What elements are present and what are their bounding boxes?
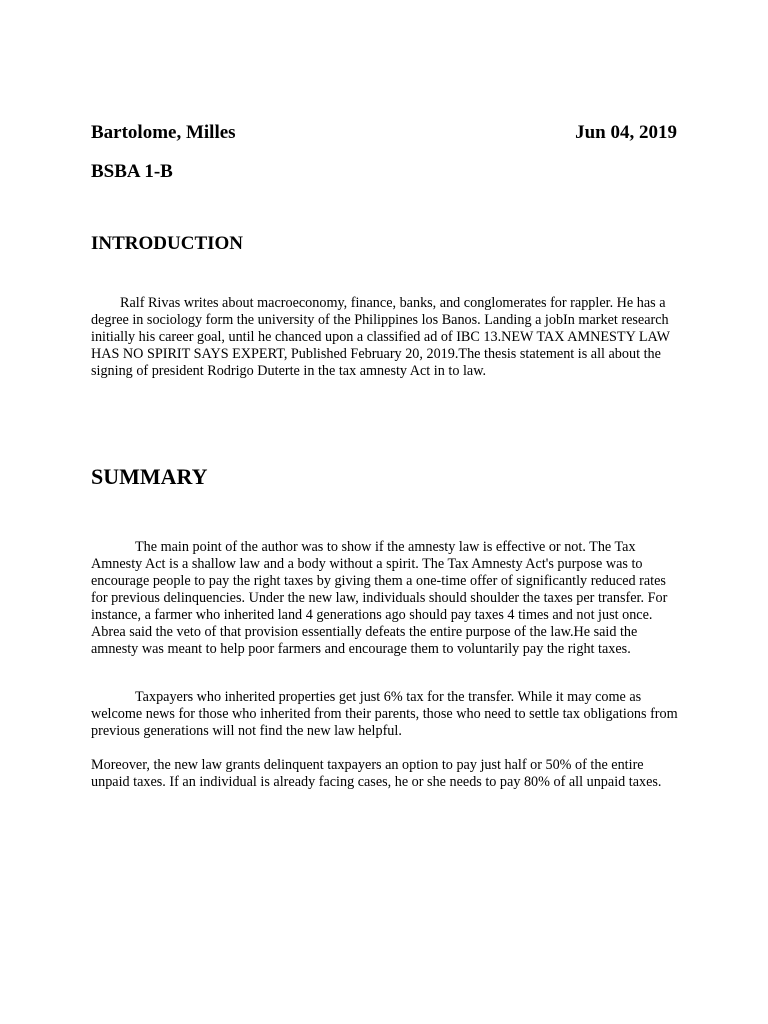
summary-paragraph-3: Moreover, the new law grants delinquent taxpayers an option to pay just half or 50% of the entire unpaid taxes. If an individual is already facing cases, he or she needs to pay 80% of all unpaid taxes.: [91, 757, 662, 790]
author-name: Bartolome, Milles: [91, 122, 236, 143]
course-section: BSBA 1-B: [91, 161, 173, 182]
document-date: Jun 04, 2019: [575, 122, 677, 143]
header-row: [91, 121, 677, 145]
introduction-heading: INTRODUCTION: [91, 233, 244, 254]
introduction-paragraph: Ralf Rivas writes about macroeconomy, finance, banks, and conglomerates for rappler. He has a degree in sociology form the university of the Philippines los Banos. Landing a jobIn market research initially his career goal, until he chanced upon a classified ad of IBC 13.NEW TAX AMNESTY LAW HAS NO SPIRIT SAYS EXPERT, Published February 20, 2019.The thesis statement is all about the signing of president Rodrigo Duterte in the tax amnesty Act in to law.: [91, 295, 670, 379]
summary-paragraph-1: The main point of the author was to show if the amnesty law is effective or not. The Tax Amnesty Act is a shallow law and a body without a spirit. The Tax Amnesty Act's purpose was to encourage people to pay the right taxes by giving them a one-time offer of significantly reduced rates for previous delinquencies. Under the new law, individuals should shoulder the taxes per transfer. For instance, a farmer who inherited land 4 generations ago should pay taxes 4 times and not just once. Abrea said the veto of that provision essentially defeats the entire purpose of the law.He said the amnesty was meant to help poor farmers and encourage them to voluntarily pay the right taxes.: [91, 539, 668, 657]
summary-heading: SUMMARY: [91, 464, 208, 489]
summary-paragraph-2: Taxpayers who inherited properties get just 6% tax for the transfer. While it may come as welcome news for those who inherited from their parents, those who need to settle tax obligations from previous generations will not find the new law helpful.: [91, 689, 678, 739]
